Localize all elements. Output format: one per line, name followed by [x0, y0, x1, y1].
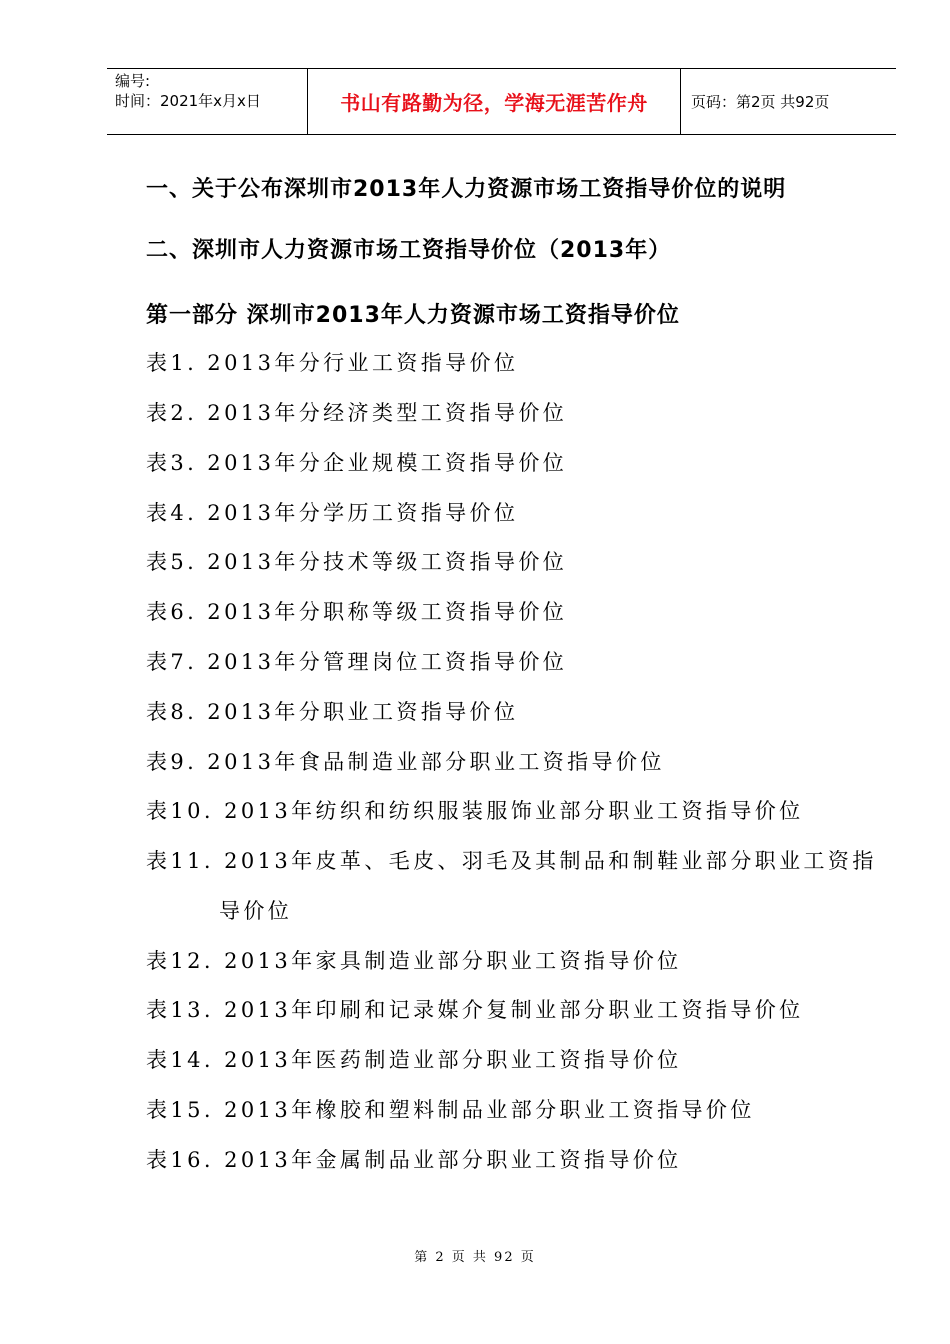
header-page-number: 页码：第2页 共92页: [691, 93, 830, 111]
table-list-item: 表1. 2013年分行业工资指导价位: [146, 351, 519, 375]
table-list-item: 表7. 2013年分管理岗位工资指导价位: [146, 650, 568, 674]
table-list-item: 表9. 2013年食品制造业部分职业工资指导价位: [146, 750, 665, 774]
table-list-item: 表2. 2013年分经济类型工资指导价位: [146, 401, 568, 425]
table-list-item: 表3. 2013年分企业规模工资指导价位: [146, 451, 568, 475]
document-time-label: 时间：2021年x月x日: [115, 92, 261, 110]
page-footer: 第 2 页 共 92 页: [414, 1250, 536, 1265]
table-list-item: 表13. 2013年印刷和记录媒介复制业部分职业工资指导价位: [146, 998, 804, 1022]
table-list-item: 表14. 2013年医药制造业部分职业工资指导价位: [146, 1048, 682, 1072]
document-header: [107, 68, 896, 135]
document-number-label: 编号:: [115, 72, 151, 90]
heading-part-1: 第一部分 深圳市2013年人力资源市场工资指导价位: [146, 303, 680, 328]
table-list-item: 表15. 2013年橡胶和塑料制品业部分职业工资指导价位: [146, 1098, 755, 1122]
header-page-cell: [681, 69, 896, 134]
table-list-item: 表11. 2013年皮革、毛皮、羽毛及其制品和制鞋业部分职业工资指: [146, 849, 877, 873]
heading-section-2: 二、深圳市人力资源市场工资指导价位（2013年）: [146, 238, 672, 263]
table-list-item: 表4. 2013年分学历工资指导价位: [146, 501, 519, 525]
table-list-item-continuation: 导价位: [219, 899, 293, 923]
table-list-item: 表5. 2013年分技术等级工资指导价位: [146, 550, 568, 574]
table-list-item: 表16. 2013年金属制品业部分职业工资指导价位: [146, 1148, 682, 1172]
header-info-cell: [107, 69, 308, 134]
table-list-item: 表6. 2013年分职称等级工资指导价位: [146, 600, 568, 624]
heading-section-1: 一、关于公布深圳市2013年人力资源市场工资指导价位的说明: [146, 177, 787, 202]
table-list-item: 表12. 2013年家具制造业部分职业工资指导价位: [146, 949, 682, 973]
table-list-item: 表8. 2013年分职业工资指导价位: [146, 700, 519, 724]
header-motto: 书山有路勤为径，学海无涯苦作舟: [340, 91, 648, 115]
table-list-item: 表10. 2013年纺织和纺织服装服饰业部分职业工资指导价位: [146, 799, 804, 823]
header-motto-cell: [308, 69, 681, 134]
